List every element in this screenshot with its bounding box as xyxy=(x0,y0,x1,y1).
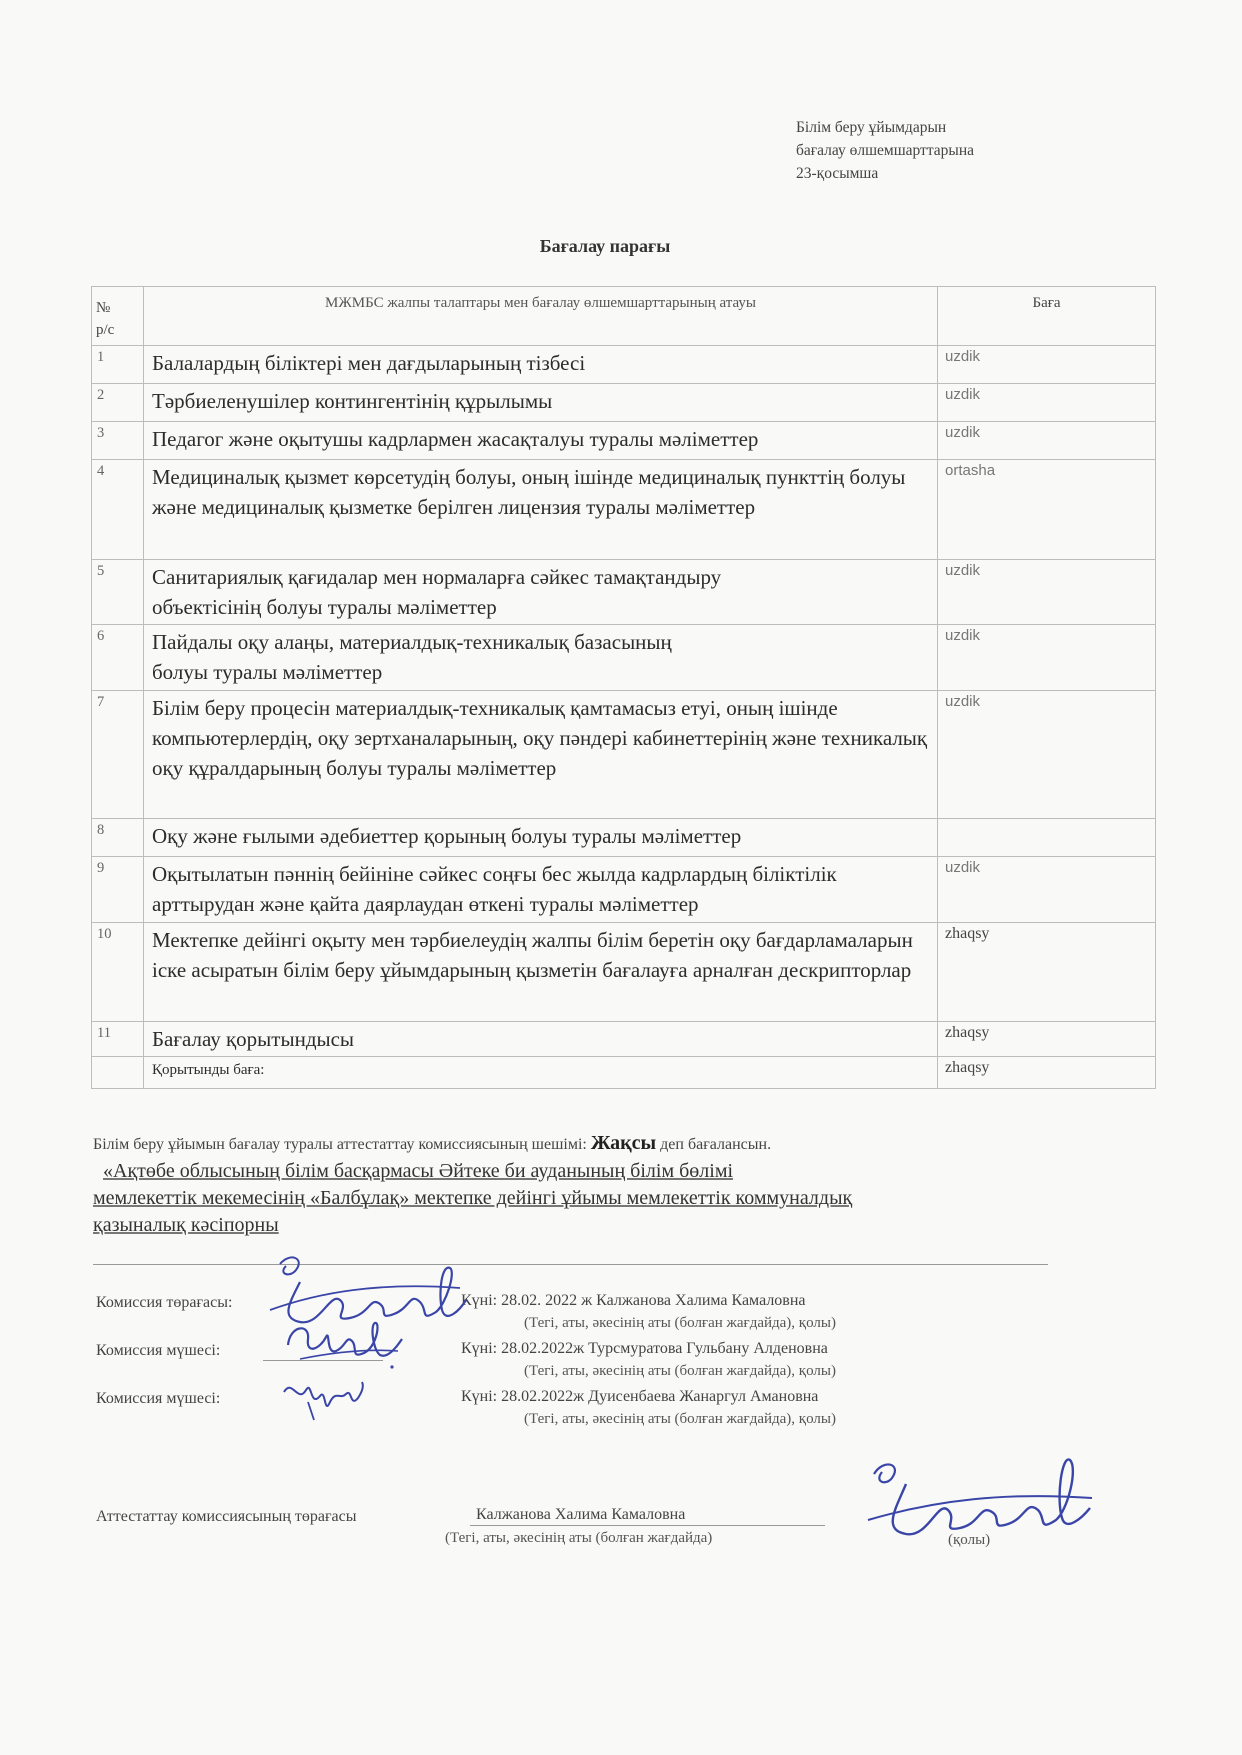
commission-member-hint: (Тегі, аты, әкесінің аты (болған жағдайда), қолы) xyxy=(524,1411,836,1427)
criterion-grade: zhaqsy xyxy=(938,923,1156,1022)
table-row xyxy=(92,1022,1156,1057)
row-number-empty xyxy=(92,1057,144,1089)
criterion-name: Бағалау қорытындысы xyxy=(144,1022,938,1057)
row-number: 3 xyxy=(92,422,144,460)
criterion-grade xyxy=(938,819,1156,857)
criterion-name: Балалардың біліктері мен дағдыларының тізбесі xyxy=(144,346,938,384)
table-header-row xyxy=(92,287,1156,346)
table-row xyxy=(92,346,1156,384)
chairman-sign-hint: (қолы) xyxy=(948,1532,991,1548)
document-title: Бағалау парағы xyxy=(539,236,671,256)
criterion-grade: ortasha xyxy=(938,460,1156,560)
criterion-grade: zhaqsy xyxy=(938,1022,1156,1057)
table-row xyxy=(92,560,1156,625)
member-signature-icon xyxy=(280,1315,410,1375)
column-header-name: МЖМБС жалпы талаптары мен бағалау өлшемшарттарының атауы xyxy=(144,287,938,346)
criterion-name: Медициналық қызмет көрсетудің болуы, оның ішінде медициналық пункттің болуы және медициналық қызметке берілген лицензия туралы мәліметтер xyxy=(144,460,938,560)
criterion-name: Оқу және ғылыми әдебиеттер қорының болуы туралы мәліметтер xyxy=(144,819,938,857)
chairman-label: Аттестаттау комиссиясының төрағасы xyxy=(96,1508,357,1525)
organization-name xyxy=(93,1158,1093,1239)
member-signature-icon xyxy=(278,1372,368,1422)
criterion-name: Тәрбиеленушілер контингентінің құрылымы xyxy=(144,384,938,422)
decision-grade: Жақсы xyxy=(590,1132,657,1154)
organization-line: қазыналық кәсіпорны xyxy=(93,1214,279,1236)
row-number: 6 xyxy=(92,625,144,691)
row-number: 2 xyxy=(92,384,144,422)
row-number: 1 xyxy=(92,346,144,384)
criterion-grade: uzdik xyxy=(938,625,1156,691)
row-number: 11 xyxy=(92,1022,144,1057)
appendix-note xyxy=(796,116,974,185)
criterion-grade: uzdik xyxy=(938,384,1156,422)
commission-member-label: Комиссия мүшесі: xyxy=(96,1342,221,1359)
criterion-grade: uzdik xyxy=(938,857,1156,923)
row-number: 8 xyxy=(92,819,144,857)
evaluation-table xyxy=(91,286,1156,1089)
table-row xyxy=(92,460,1156,560)
commission-member-info: Күні: 28.02.2022ж Турсмуратова Гульбану Алденовна xyxy=(461,1340,828,1357)
criterion-grade: uzdik xyxy=(938,560,1156,625)
commission-member-label: Комиссия мүшесі: xyxy=(96,1390,221,1407)
final-grade-value: zhaqsy xyxy=(938,1057,1156,1089)
table-row xyxy=(92,422,1156,460)
table-row xyxy=(92,819,1156,857)
row-number: 9 xyxy=(92,857,144,923)
commission-member-info: Күні: 28.02.2022ж Дуисенбаева Жанаргул Амановна xyxy=(461,1388,819,1405)
commission-decision xyxy=(93,1132,771,1155)
appendix-note-line: 23-қосымша xyxy=(796,165,879,182)
commission-chair-hint: (Тегі, аты, әкесінің аты (болған жағдайда), қолы) xyxy=(524,1315,836,1331)
table-row xyxy=(92,923,1156,1022)
decision-prefix: Білім беру ұйымын бағалау туралы аттестаттау комиссиясының шешімі: xyxy=(93,1136,591,1153)
row-number: 7 xyxy=(92,691,144,819)
table-row xyxy=(92,384,1156,422)
criterion-grade: uzdik xyxy=(938,422,1156,460)
divider xyxy=(93,1264,1048,1265)
chairman-name-line xyxy=(470,1525,825,1526)
criterion-name: Мектепке дейінгі оқыту мен тәрбиелеудің жалпы білім беретін оқу бағдарламаларын іске асыратын білім беру ұйымдарының қызметін бағалауға арналған дескрипторлар xyxy=(144,923,938,1022)
table-row xyxy=(92,857,1156,923)
criterion-name: Оқытылатын пәннің бейініне сәйкес соңғы бес жылда кадрлардың біліктілік арттырудан және қайта даярлаудан өткені туралы мәліметтер xyxy=(144,857,938,923)
appendix-note-line: бағалау өлшемшарттарына xyxy=(796,142,975,159)
column-header-grade: Баға xyxy=(938,287,1156,346)
appendix-note-line: Білім беру ұйымдарын xyxy=(796,119,947,136)
organization-line: «Ақтөбе облысының білім басқармасы Әйтеке би ауданының білім бөлімі xyxy=(103,1160,734,1182)
criterion-name: Педагог және оқытушы кадрлармен жасақталуы туралы мәліметтер xyxy=(144,422,938,460)
commission-chair-info: Күні: 28.02. 2022 ж Калжанова Халима Камаловна xyxy=(461,1292,806,1309)
column-header-number: № р/с xyxy=(92,287,144,346)
organization-line: мемлекеттік мекемесінің «Балбұлақ» мектепке дейінгі ұйымы мемлекеттік коммуналдық xyxy=(93,1187,853,1209)
criterion-name: Білім беру процесін материалдық-техникалық қамтамасыз етуі, оның ішінде компьютерлердің, оқу зертханаларының, оқу пәндері кабинеттерінің және техникалық оқу құралдарының болуы туралы мәліметтер xyxy=(144,691,938,819)
table-row-final xyxy=(92,1057,1156,1089)
chairman-name-hint: (Тегі, аты, әкесінің аты (болған жағдайда) xyxy=(445,1530,713,1546)
criterion-grade: uzdik xyxy=(938,346,1156,384)
criterion-name: Санитариялық қағидалар мен нормаларға сәйкес тамақтандыру объектісінің болуы туралы мәліметтер xyxy=(144,560,938,625)
row-number: 5 xyxy=(92,560,144,625)
commission-chair-label: Комиссия төрағасы: xyxy=(96,1294,233,1311)
table-row xyxy=(92,691,1156,819)
chairman-signature-icon xyxy=(856,1448,1096,1548)
final-grade-label: Қорытынды баға: xyxy=(144,1057,938,1089)
commission-member-hint: (Тегі, аты, әкесінің аты (болған жағдайда), қолы) xyxy=(524,1363,836,1379)
chairman-name: Калжанова Халима Камаловна xyxy=(476,1506,686,1523)
criterion-name: Пайдалы оқу алаңы, материалдық-техникалық базасының болуы туралы мәліметтер xyxy=(144,625,938,691)
row-number: 4 xyxy=(92,460,144,560)
criterion-grade: uzdik xyxy=(938,691,1156,819)
decision-suffix: деп бағалансын. xyxy=(656,1136,772,1153)
table-row xyxy=(92,625,1156,691)
row-number: 10 xyxy=(92,923,144,1022)
